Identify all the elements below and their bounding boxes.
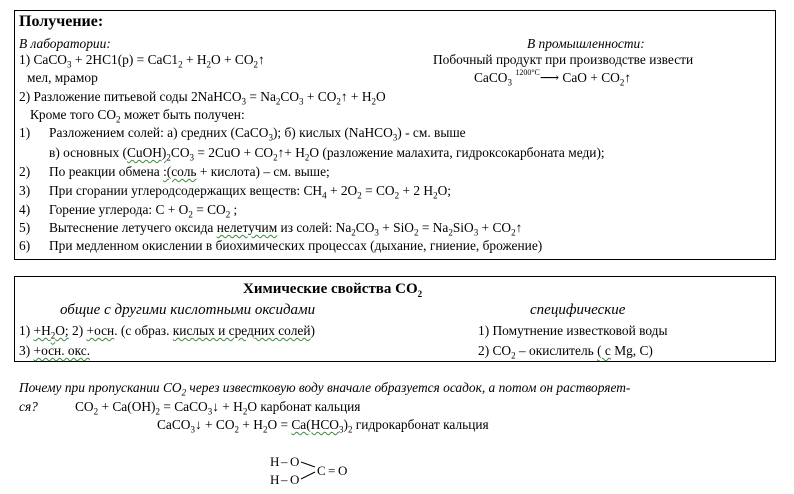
- atom-h-bottom: H: [270, 472, 280, 487]
- bond-bottom: –: [281, 472, 288, 487]
- industry-equation: CaCO$_3$ $^{1200^\circ C}$⟶ CaO + $CO_2↑$: [474, 68, 632, 88]
- list-item: в) основных $(CuOH)_2CO_3 = 2CuO$ + $CO_2↑+ H_2O$ (разложение малахита, гидроксокарбоната меди);: [49, 145, 605, 163]
- lab-materials: мел, мрамор: [27, 70, 98, 85]
- list-item: Разложением солей: а) средних (CaCO$_3$); б) кислых (NaHCO$_3$) - см. выше: [49, 125, 466, 143]
- equation-2: CaCO$_3$↓ + $CO_2 + H_2O = Ca(HCO_3)_2$ гидрокарбонат кальция: [157, 417, 489, 435]
- list-item: При медленном окислении в биохимических процессах (дыхание, гниение, брожение): [49, 238, 543, 253]
- bond-line-top: [301, 462, 315, 467]
- common-property-1: $1) +H_2O$; 2) +осн. (с образ. кислых и средних солей): [19, 323, 315, 341]
- list-item-num: 6): [19, 238, 31, 253]
- lab-label: В лаборатории:: [19, 36, 111, 51]
- common-properties-label: общие с другими кислотными оксидами: [60, 302, 316, 318]
- section-properties-title: Химические свойства $CO_2$: [243, 281, 423, 299]
- specific-property-2: 2) $CO_2$ – окислитель ( с Mg, C): [478, 343, 653, 361]
- question-line-2: ся?: [19, 399, 38, 414]
- list-item: По реакции обмена :(соль + кислота) – см. выше;: [49, 164, 330, 179]
- atom-o-bottom: O: [290, 472, 300, 487]
- list-item-num: 2): [19, 164, 31, 179]
- reaction-condition: 1200°C: [515, 68, 540, 77]
- atom-h-top: H: [270, 454, 280, 469]
- specific-property-1: 1) Помутнение известковой воды: [478, 323, 668, 338]
- bond-line-bottom: [301, 472, 315, 479]
- list-item: При сгорании углеродсодержащих веществ: $CH_4 + 2O_2 = CO_2 + 2$ $H_2O$;: [49, 183, 451, 201]
- specific-properties-label: специфические: [530, 302, 626, 318]
- lab-reaction-1: 1) CaCO$_3$ + $2HC1(р) = CaC1_2 + H_2O$ + $CO_2↑$: [19, 52, 265, 70]
- bond-double: =: [328, 463, 336, 478]
- list-item: Горение углерода: $C + O_2 = CO_2$ ;: [49, 202, 238, 220]
- atom-o-right: O: [338, 463, 348, 478]
- question-line-1: Почему при пропускании $CO_2$ через известковую воду вначале образуется осадок, а потом он растворяет-: [19, 380, 631, 398]
- list-item: Вытеснение летучего оксида нелетучим из солей: $Na_2CO_3 + SiO_2 = Na_2SiO_3$ + $CO_2↑$: [49, 220, 523, 238]
- atom-c: C: [317, 463, 326, 478]
- bond-top: –: [281, 454, 288, 469]
- equation-1: $CO_2 + Ca(OH)_2$ = CaCO$_3$↓ + $H_2O$ карбонат кальция: [75, 399, 361, 417]
- industry-text: Побочный продукт при производстве извести: [433, 52, 694, 67]
- list-item-num: 5): [19, 220, 31, 235]
- industry-label: В промышленности:: [527, 36, 645, 51]
- lab-reaction-2: 2) Разложение питьевой соды 2NaHCO$_3$ = $Na_2CO_3$ + $CO_2↑ + H_2O$: [19, 89, 386, 107]
- also-obtained: Кроме того $CO_2$ может быть получен:: [30, 107, 245, 125]
- atom-o-top: O: [290, 454, 300, 469]
- carbonic-acid-structure: [270, 452, 370, 488]
- list-item-num: 1): [19, 125, 31, 140]
- list-item-num: 3): [19, 183, 31, 198]
- common-property-3: 3) +осн. окс.: [19, 343, 91, 358]
- list-item-num: 4): [19, 202, 31, 217]
- section-getting-title: Получение:: [19, 13, 104, 30]
